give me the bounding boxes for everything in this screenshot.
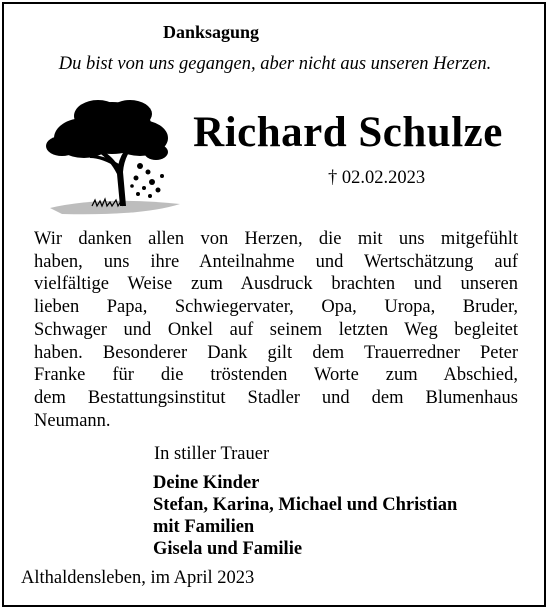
thanks-line: vielfältige Weise zum Ausdruck brachten und unseren bbox=[34, 274, 518, 295]
thanks-line: dem Bestattungsinstitut Stadler und dem Blumenhaus bbox=[34, 387, 518, 408]
thanks-line: Schwager und Onkel auf seinem letzten Weg begleitet bbox=[34, 319, 518, 340]
signers-block bbox=[153, 472, 457, 560]
signer-line: Deine Kinder bbox=[153, 473, 260, 493]
death-date: † 02.02.2023 bbox=[328, 168, 426, 188]
memorial-quote: Du bist von uns gegangen, aber nicht aus unseren Herzen. bbox=[58, 54, 492, 74]
thanks-line: Wir danken allen von Herzen, die mit uns mitgefühlt bbox=[34, 229, 518, 249]
thanks-line: haben, uns ihre Anteilnahme und Wertschätzung auf bbox=[34, 251, 518, 272]
thanks-line: haben. Besonderer Dank gilt dem Trauerredner Peter bbox=[34, 342, 518, 363]
signer-line: Stefan, Karina, Michael und Christian bbox=[153, 495, 458, 515]
mourning-phrase: In stiller Trauer bbox=[154, 444, 270, 464]
thanks-line: lieben Papa, Schwiegervater, Opa, Uropa, Bruder, bbox=[34, 297, 518, 318]
thanks-line: Neumann. bbox=[34, 410, 111, 431]
deceased-name: Richard Schulze bbox=[193, 109, 503, 156]
thanks-line: Franke für die tröstenden Worte zum Abschied, bbox=[34, 365, 518, 386]
signer-line: mit Familien bbox=[153, 517, 255, 537]
signer-line: Gisela und Familie bbox=[153, 539, 303, 559]
place-and-date: Althaldensleben, im April 2023 bbox=[21, 568, 255, 588]
tree-icon bbox=[32, 96, 182, 222]
notice-heading: Danksagung bbox=[162, 22, 260, 42]
thanks-text bbox=[34, 228, 518, 432]
